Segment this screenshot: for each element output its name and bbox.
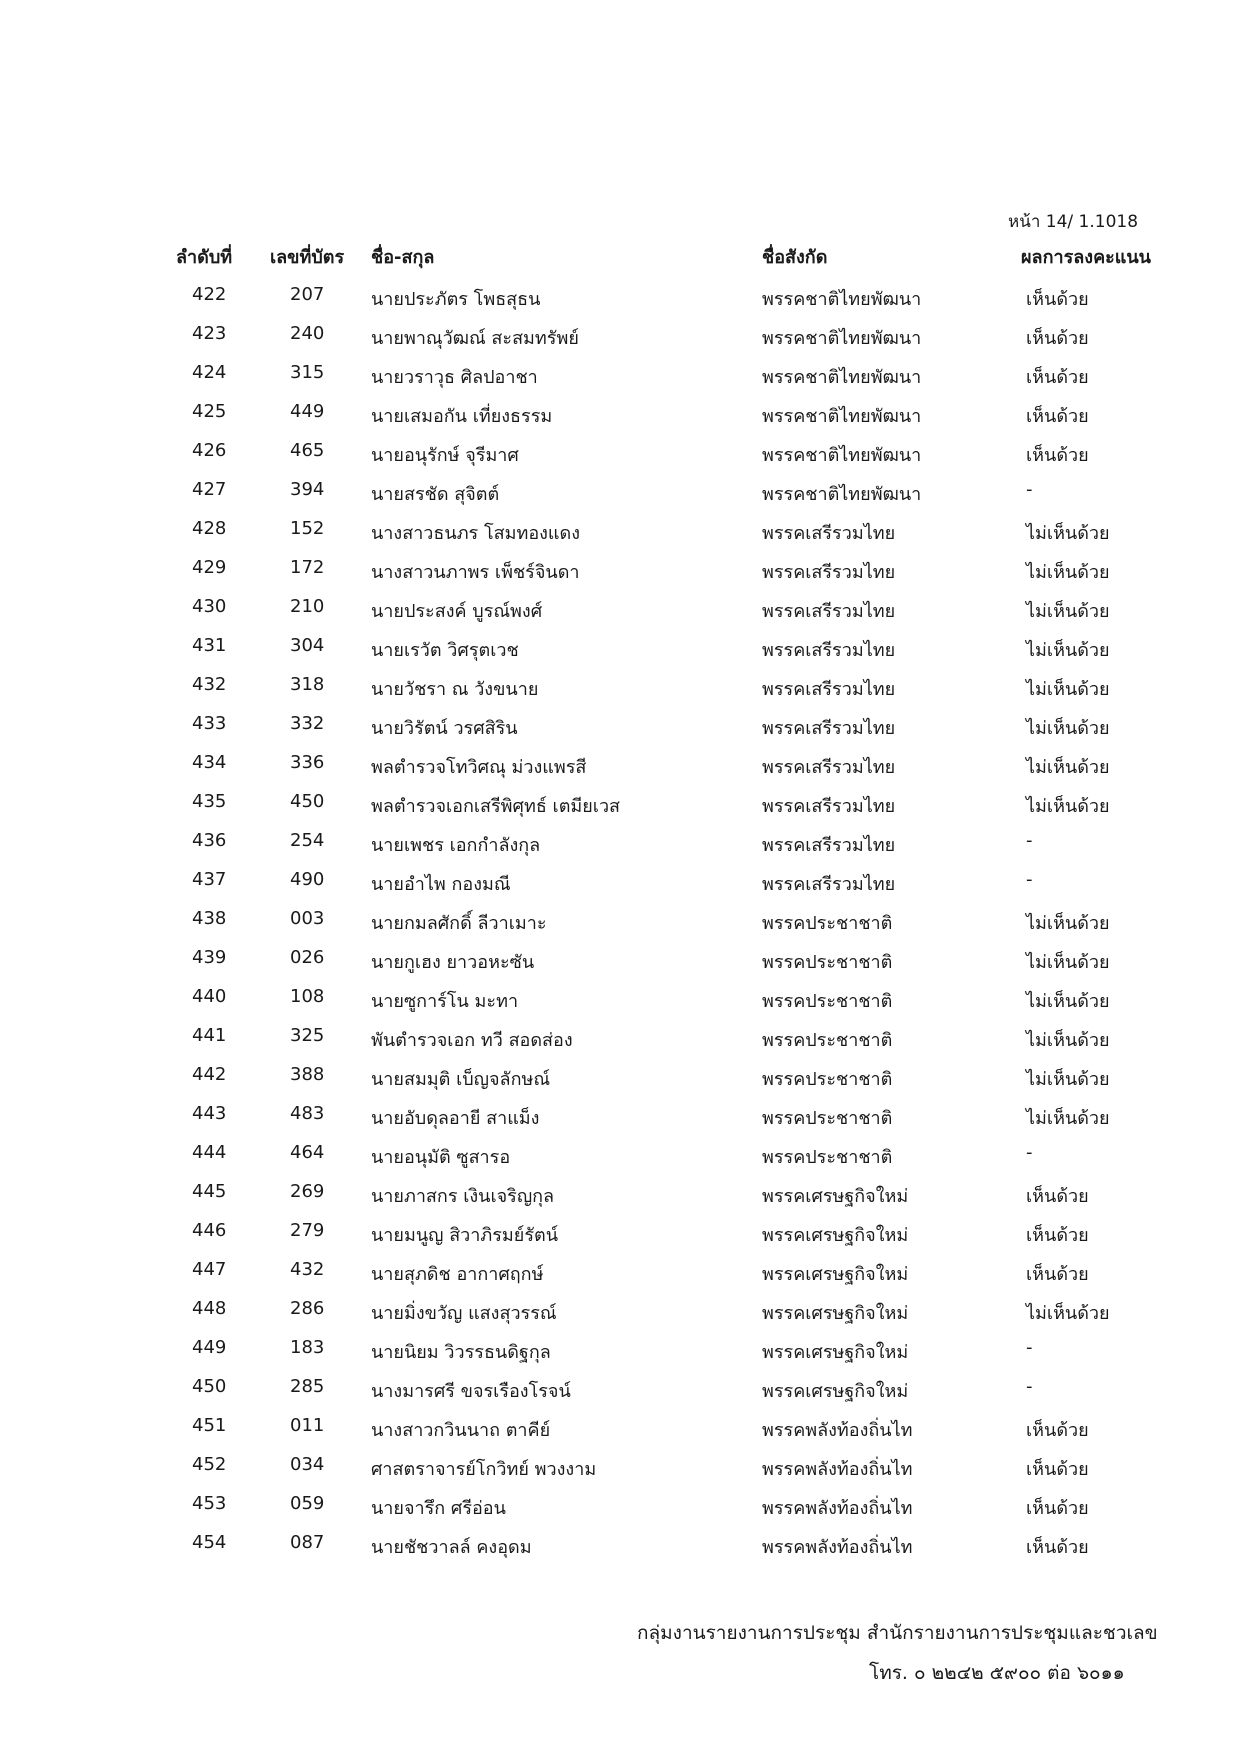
- row-order: 439: [192, 947, 227, 968]
- row-member-name: นายอำไพ กองมณี: [371, 874, 511, 895]
- row-party: พรรคเสรีรวมไทย: [762, 640, 896, 661]
- row-order: 451: [192, 1415, 227, 1436]
- row-member-name: นายอนุมัติ ซูสารอ: [371, 1147, 511, 1168]
- row-card-number: 336: [290, 752, 325, 773]
- row-party: พรรคประชาชาติ: [762, 1147, 893, 1168]
- row-order: 424: [192, 362, 227, 383]
- row-vote-result: ไม่เห็นด้วย: [1026, 1069, 1110, 1090]
- row-party: พรรคเสรีรวมไทย: [762, 562, 896, 583]
- footer-department: กลุ่มงานรายงานการประชุม สำนักรายงานการประชุมและชวเลข: [637, 1622, 1158, 1644]
- row-party: พรรคประชาชาติ: [762, 1030, 893, 1051]
- row-party: พรรคเศรษฐกิจใหม่: [762, 1303, 909, 1324]
- row-order: 431: [192, 635, 227, 656]
- row-card-number: 240: [290, 323, 325, 344]
- table-row: [0, 902, 1248, 941]
- table-row: [0, 551, 1248, 590]
- row-party: พรรคเสรีรวมไทย: [762, 874, 896, 895]
- row-party: พรรคเสรีรวมไทย: [762, 601, 896, 622]
- row-card-number: 183: [290, 1337, 325, 1358]
- row-vote-result: ไม่เห็นด้วย: [1026, 679, 1110, 700]
- row-member-name: นายพาณุวัฒณ์ สะสมทรัพย์: [371, 328, 579, 349]
- row-card-number: 210: [290, 596, 325, 617]
- row-order: 427: [192, 479, 227, 500]
- row-member-name: นายนิยม วิวรรธนดิฐกุล: [371, 1342, 551, 1363]
- row-party: พรรคเศรษฐกิจใหม่: [762, 1225, 909, 1246]
- row-vote-result: ไม่เห็นด้วย: [1026, 952, 1110, 973]
- row-order: 450: [192, 1376, 227, 1397]
- row-member-name: นายเสมอกัน เที่ยงธรรม: [371, 406, 553, 427]
- row-vote-result: ไม่เห็นด้วย: [1026, 757, 1110, 778]
- row-card-number: 394: [290, 479, 325, 500]
- row-party: พรรคเสรีรวมไทย: [762, 757, 896, 778]
- row-member-name: นายจารึก ศรีอ่อน: [371, 1498, 506, 1519]
- row-order: 436: [192, 830, 227, 851]
- row-order: 447: [192, 1259, 227, 1280]
- table-row: [0, 746, 1248, 785]
- table-row: [0, 1331, 1248, 1370]
- table-row: [0, 356, 1248, 395]
- table-row: [0, 317, 1248, 356]
- row-member-name: นางสาวกวินนาถ ตาคีย์: [371, 1420, 551, 1441]
- row-card-number: 450: [290, 791, 325, 812]
- row-card-number: 285: [290, 1376, 325, 1397]
- row-party: พรรคชาติไทยพัฒนา: [762, 328, 922, 349]
- row-member-name: นายมนูญ สิวาภิรมย์รัตน์: [371, 1225, 558, 1246]
- row-order: 433: [192, 713, 227, 734]
- row-card-number: 315: [290, 362, 325, 383]
- row-vote-result: -: [1026, 869, 1033, 890]
- row-card-number: 465: [290, 440, 325, 461]
- row-member-name: นายเพชร เอกกำลังกุล: [371, 835, 541, 856]
- table-row: [0, 1370, 1248, 1409]
- table-row: [0, 434, 1248, 473]
- row-party: พรรคชาติไทยพัฒนา: [762, 406, 922, 427]
- row-vote-result: เห็นด้วย: [1026, 289, 1089, 310]
- header-vote: ผลการลงคะแนน: [1021, 247, 1151, 268]
- row-member-name: นายมิ่งขวัญ แสงสุวรรณ์: [371, 1303, 557, 1324]
- row-card-number: 034: [290, 1454, 325, 1475]
- row-card-number: 087: [290, 1532, 325, 1553]
- row-vote-result: ไม่เห็นด้วย: [1026, 1303, 1110, 1324]
- row-card-number: 304: [290, 635, 325, 656]
- table-row: [0, 1526, 1248, 1565]
- row-party: พรรคพลังท้องถิ่นไท: [762, 1498, 913, 1519]
- row-member-name: นายอนุรักษ์ จุรีมาศ: [371, 445, 519, 466]
- row-card-number: 432: [290, 1259, 325, 1280]
- row-order: 454: [192, 1532, 227, 1553]
- row-party: พรรคเสรีรวมไทย: [762, 679, 896, 700]
- row-order: 430: [192, 596, 227, 617]
- row-card-number: 026: [290, 947, 325, 968]
- row-party: พรรคพลังท้องถิ่นไท: [762, 1537, 913, 1558]
- row-party: พรรคประชาชาติ: [762, 991, 893, 1012]
- row-member-name: นายเรวัต วิศรุตเวช: [371, 640, 519, 661]
- row-party: พรรคพลังท้องถิ่นไท: [762, 1459, 913, 1480]
- row-vote-result: เห็นด้วย: [1026, 328, 1089, 349]
- table-row: [0, 1136, 1248, 1175]
- row-order: 432: [192, 674, 227, 695]
- row-member-name: นายสุภดิช อากาศฤกษ์: [371, 1264, 544, 1285]
- row-card-number: 254: [290, 830, 325, 851]
- row-card-number: 279: [290, 1220, 325, 1241]
- table-header: [0, 242, 1248, 272]
- row-party: พรรคเศรษฐกิจใหม่: [762, 1342, 909, 1363]
- table-row: [0, 590, 1248, 629]
- table-row: [0, 512, 1248, 551]
- row-vote-result: เห็นด้วย: [1026, 1537, 1089, 1558]
- row-member-name: นายสรชัด สุจิตต์: [371, 484, 500, 505]
- table-row: [0, 941, 1248, 980]
- row-party: พรรคเศรษฐกิจใหม่: [762, 1264, 909, 1285]
- table-row: [0, 1058, 1248, 1097]
- row-member-name: นางสาวนภาพร เพ็ชร์จินดา: [371, 562, 580, 583]
- row-member-name: นางสาวธนภร โสมทองแดง: [371, 523, 581, 544]
- row-order: 425: [192, 401, 227, 422]
- row-member-name: นายวัชรา ณ วังขนาย: [371, 679, 539, 700]
- row-order: 445: [192, 1181, 227, 1202]
- table-row: [0, 1448, 1248, 1487]
- row-vote-result: เห็นด้วย: [1026, 1264, 1089, 1285]
- table-row: [0, 1097, 1248, 1136]
- row-card-number: 388: [290, 1064, 325, 1085]
- row-vote-result: ไม่เห็นด้วย: [1026, 991, 1110, 1012]
- row-card-number: 108: [290, 986, 325, 1007]
- table-row: [0, 1019, 1248, 1058]
- row-order: 444: [192, 1142, 227, 1163]
- row-member-name: พลตำรวจเอกเสรีพิศุทธ์ เตมียเวส: [371, 796, 621, 817]
- table-row: [0, 668, 1248, 707]
- row-party: พรรคชาติไทยพัฒนา: [762, 445, 922, 466]
- row-member-name: นายวราวุธ ศิลปอาชา: [371, 367, 538, 388]
- row-order: 426: [192, 440, 227, 461]
- table-row: [0, 1214, 1248, 1253]
- row-vote-result: ไม่เห็นด้วย: [1026, 1030, 1110, 1051]
- row-vote-result: -: [1026, 1337, 1033, 1358]
- row-vote-result: เห็นด้วย: [1026, 445, 1089, 466]
- row-order: 448: [192, 1298, 227, 1319]
- row-order: 423: [192, 323, 227, 344]
- row-member-name: พลตำรวจโทวิศณุ ม่วงแพรสี: [371, 757, 587, 778]
- table-row: [0, 707, 1248, 746]
- row-member-name: พันตำรวจเอก ทวี สอดส่อง: [371, 1030, 573, 1051]
- row-member-name: นายสมมุติ เบ็ญจลักษณ์: [371, 1069, 551, 1090]
- row-vote-result: ไม่เห็นด้วย: [1026, 523, 1110, 544]
- row-order: 438: [192, 908, 227, 929]
- row-vote-result: ไม่เห็นด้วย: [1026, 640, 1110, 661]
- row-vote-result: -: [1026, 1376, 1033, 1397]
- row-card-number: 003: [290, 908, 325, 929]
- page-number: หน้า 14/ 1.1018: [1008, 212, 1139, 232]
- row-party: พรรคเศรษฐกิจใหม่: [762, 1186, 909, 1207]
- row-party: พรรคเศรษฐกิจใหม่: [762, 1381, 909, 1402]
- row-card-number: 269: [290, 1181, 325, 1202]
- row-party: พรรคเสรีรวมไทย: [762, 718, 896, 739]
- row-card-number: 325: [290, 1025, 325, 1046]
- row-vote-result: -: [1026, 479, 1033, 500]
- row-party: พรรคชาติไทยพัฒนา: [762, 484, 922, 505]
- table-row: [0, 1253, 1248, 1292]
- row-vote-result: -: [1026, 1142, 1033, 1163]
- row-order: 437: [192, 869, 227, 890]
- row-party: พรรคเสรีรวมไทย: [762, 835, 896, 856]
- row-member-name: นายภาสกร เงินเจริญกุล: [371, 1186, 555, 1207]
- row-vote-result: ไม่เห็นด้วย: [1026, 601, 1110, 622]
- header-order: ลำดับที่: [176, 247, 233, 268]
- row-order: 440: [192, 986, 227, 1007]
- row-vote-result: เห็นด้วย: [1026, 406, 1089, 427]
- row-party: พรรคประชาชาติ: [762, 952, 893, 973]
- header-party: ชื่อสังกัด: [762, 247, 828, 268]
- row-vote-result: ไม่เห็นด้วย: [1026, 562, 1110, 583]
- table-row: [0, 1175, 1248, 1214]
- row-party: พรรคประชาชาติ: [762, 913, 893, 934]
- row-vote-result: เห็นด้วย: [1026, 1459, 1089, 1480]
- row-vote-result: เห็นด้วย: [1026, 1498, 1089, 1519]
- row-order: 434: [192, 752, 227, 773]
- row-vote-result: ไม่เห็นด้วย: [1026, 1108, 1110, 1129]
- table-row: [0, 824, 1248, 863]
- row-member-name: นายชัชวาลล์ คงอุดม: [371, 1537, 532, 1558]
- row-order: 441: [192, 1025, 227, 1046]
- row-member-name: นายกมลศักดิ์ ลีวาเมาะ: [371, 913, 547, 934]
- table-row: [0, 980, 1248, 1019]
- row-party: พรรคเสรีรวมไทย: [762, 796, 896, 817]
- table-row: [0, 863, 1248, 902]
- row-order: 422: [192, 284, 227, 305]
- row-member-name: ศาสตราจารย์โกวิทย์ พวงงาม: [371, 1459, 597, 1480]
- row-card-number: 490: [290, 869, 325, 890]
- row-order: 449: [192, 1337, 227, 1358]
- row-member-name: นางมารศรี ขจรเรืองโรจน์: [371, 1381, 571, 1402]
- row-party: พรรคชาติไทยพัฒนา: [762, 367, 922, 388]
- table-row: [0, 1487, 1248, 1526]
- row-card-number: 332: [290, 713, 325, 734]
- row-party: พรรคเสรีรวมไทย: [762, 523, 896, 544]
- row-member-name: นายประภัตร โพธสุธน: [371, 289, 541, 310]
- row-card-number: 207: [290, 284, 325, 305]
- row-member-name: นายกูเฮง ยาวอหะซัน: [371, 952, 535, 973]
- row-order: 435: [192, 791, 227, 812]
- row-order: 453: [192, 1493, 227, 1514]
- header-card: เลขที่บัตร: [270, 247, 345, 268]
- row-party: พรรคประชาชาติ: [762, 1069, 893, 1090]
- table-row: [0, 629, 1248, 668]
- row-member-name: นายอับดุลอายี สาแม็ง: [371, 1108, 540, 1129]
- table-row: [0, 785, 1248, 824]
- table-row: [0, 1292, 1248, 1331]
- row-card-number: 286: [290, 1298, 325, 1319]
- row-order: 452: [192, 1454, 227, 1475]
- vote-table-body: [0, 278, 1248, 1565]
- row-member-name: นายวิรัตน์ วรศสิริน: [371, 718, 518, 739]
- row-card-number: 152: [290, 518, 325, 539]
- table-row: [0, 1409, 1248, 1448]
- header-name: ชื่อ-สกุล: [371, 247, 435, 268]
- row-card-number: 449: [290, 401, 325, 422]
- row-vote-result: ไม่เห็นด้วย: [1026, 913, 1110, 934]
- row-card-number: 172: [290, 557, 325, 578]
- row-order: 428: [192, 518, 227, 539]
- row-order: 429: [192, 557, 227, 578]
- row-order: 443: [192, 1103, 227, 1124]
- row-party: พรรคพลังท้องถิ่นไท: [762, 1420, 913, 1441]
- row-vote-result: เห็นด้วย: [1026, 1225, 1089, 1246]
- row-card-number: 059: [290, 1493, 325, 1514]
- row-vote-result: -: [1026, 830, 1033, 851]
- row-card-number: 464: [290, 1142, 325, 1163]
- row-party: พรรคประชาชาติ: [762, 1108, 893, 1129]
- row-card-number: 318: [290, 674, 325, 695]
- row-vote-result: เห็นด้วย: [1026, 1420, 1089, 1441]
- row-vote-result: เห็นด้วย: [1026, 1186, 1089, 1207]
- row-party: พรรคชาติไทยพัฒนา: [762, 289, 922, 310]
- row-card-number: 483: [290, 1103, 325, 1124]
- row-member-name: นายประสงค์ บูรณ์พงศ์: [371, 601, 543, 622]
- row-vote-result: ไม่เห็นด้วย: [1026, 718, 1110, 739]
- row-member-name: นายซูการ์โน มะทา: [371, 991, 519, 1012]
- row-vote-result: ไม่เห็นด้วย: [1026, 796, 1110, 817]
- table-row: [0, 278, 1248, 317]
- footer-phone: โทร. ๐ ๒๒๔๒ ๕๙๐๐ ต่อ ๖๐๑๑: [869, 1662, 1125, 1684]
- row-order: 442: [192, 1064, 227, 1085]
- table-row: [0, 473, 1248, 512]
- row-card-number: 011: [290, 1415, 325, 1436]
- row-vote-result: เห็นด้วย: [1026, 367, 1089, 388]
- row-order: 446: [192, 1220, 227, 1241]
- table-row: [0, 395, 1248, 434]
